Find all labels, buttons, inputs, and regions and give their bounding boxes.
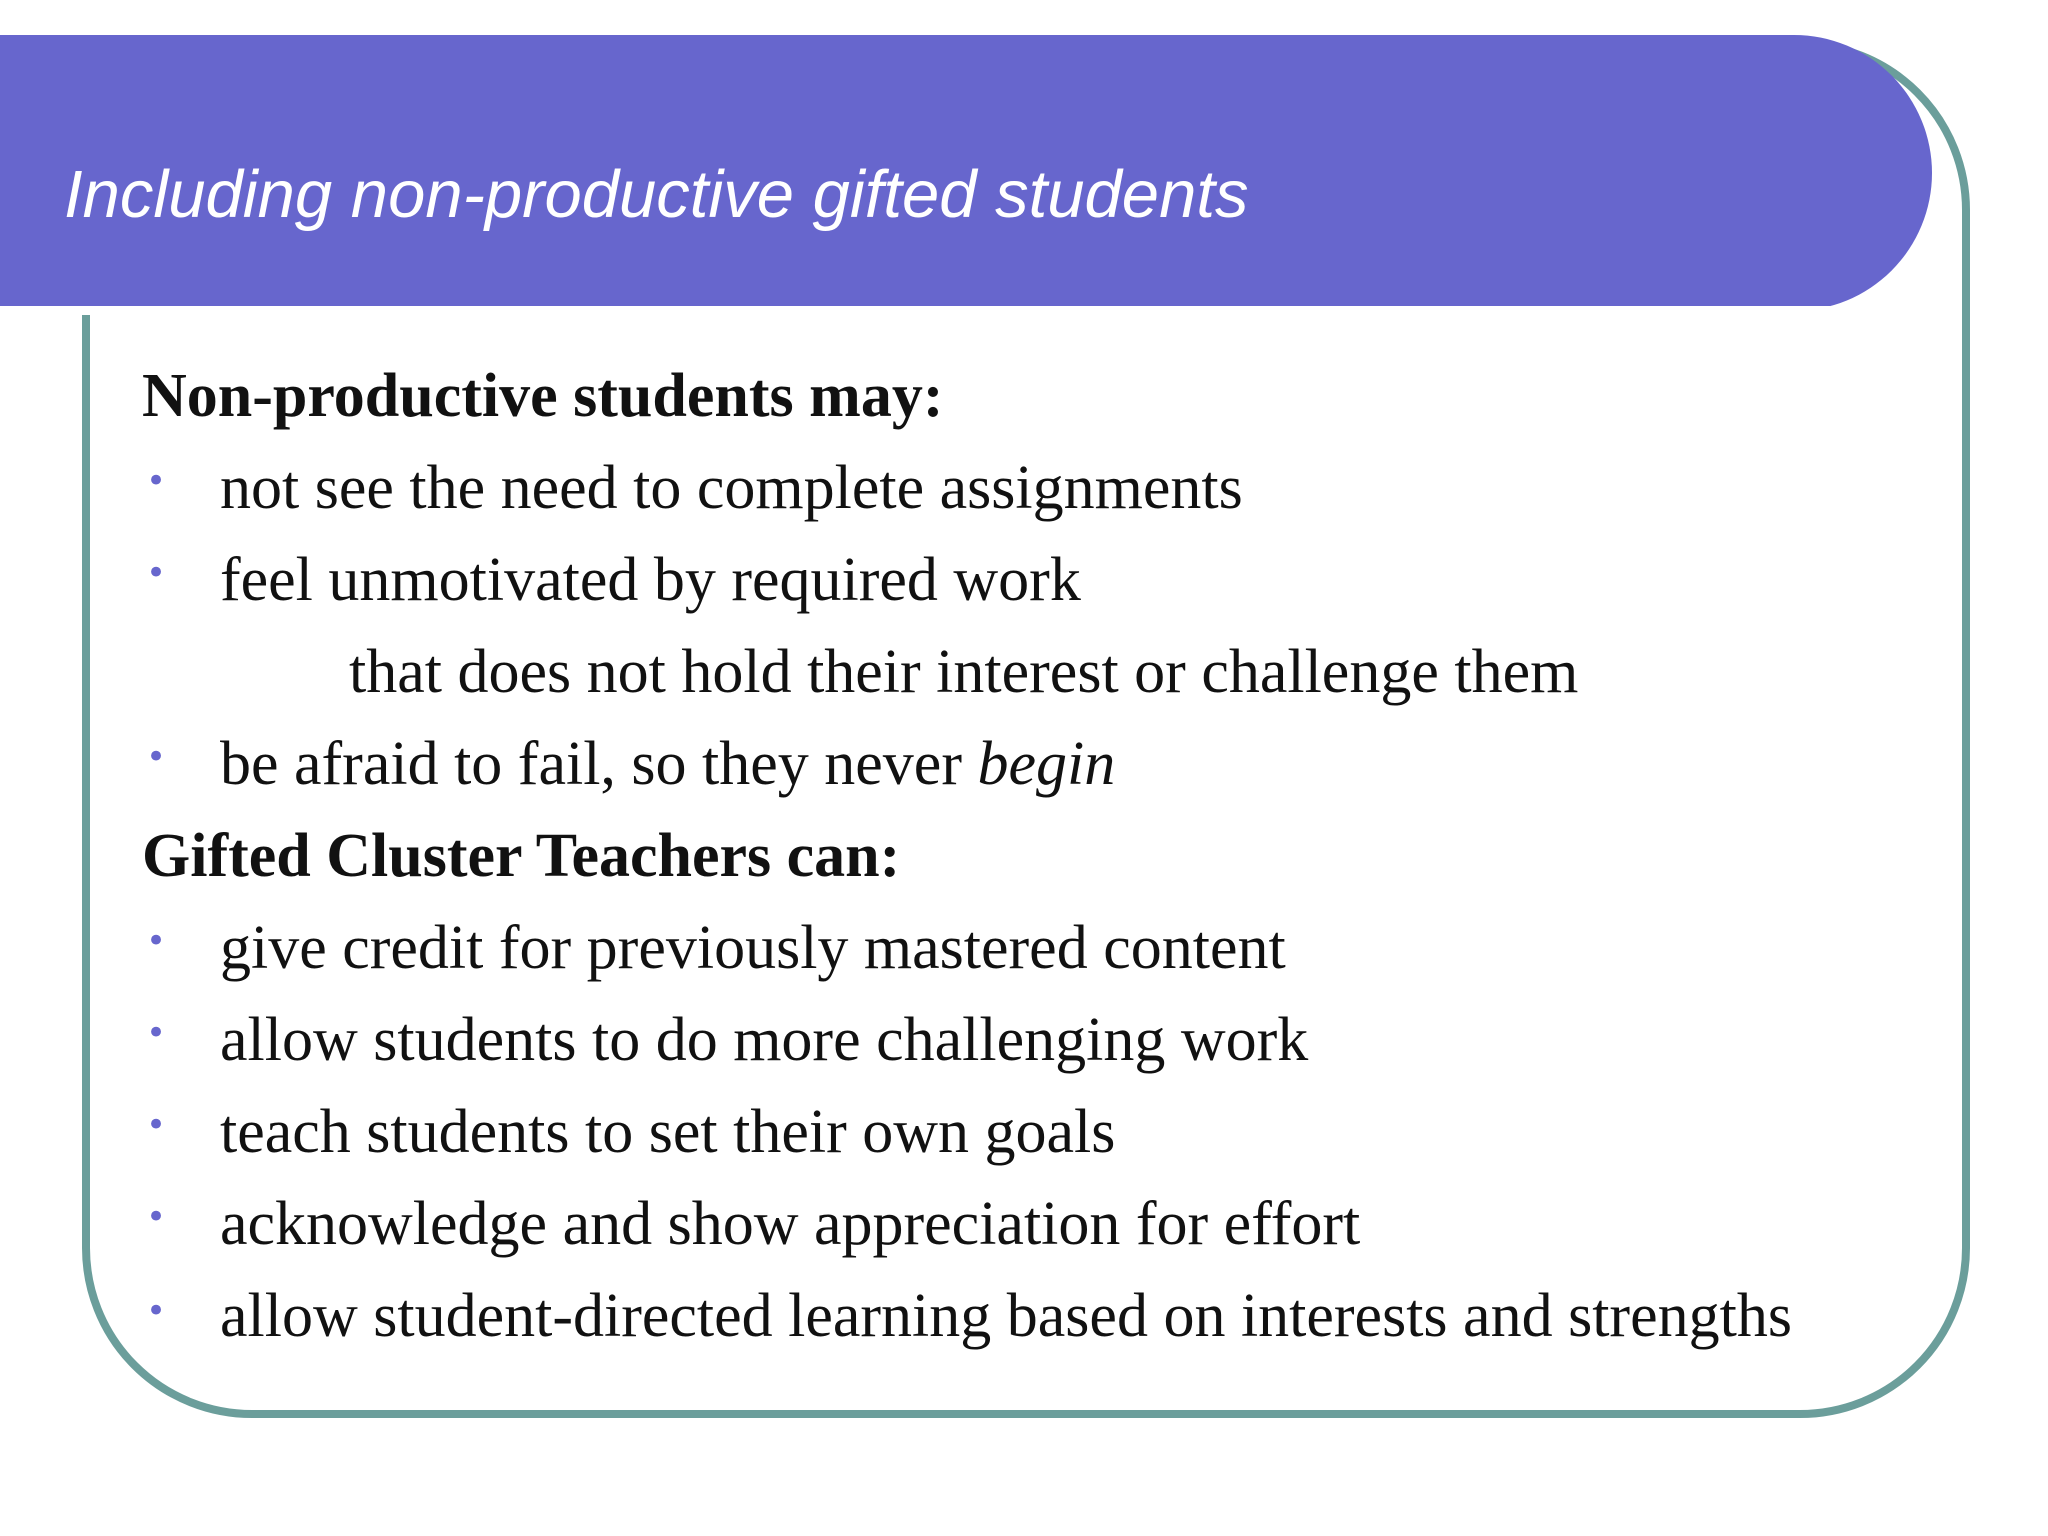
bullet-dot-icon: •: [146, 1105, 167, 1145]
list-item-text: feel unmotivated by required work: [220, 546, 1081, 614]
list-item-continuation: that does not hold their interest or challenge them: [349, 638, 1579, 706]
list-item-text: be afraid to fail, so they never: [220, 730, 978, 798]
slide-title: Including non-productive gifted students: [64, 157, 1249, 232]
list-item: [142, 1178, 1862, 1270]
list-item: [142, 1086, 1862, 1178]
bullet-dot-icon: •: [146, 1197, 167, 1237]
bullet-dot-icon: •: [146, 921, 167, 961]
list-item: [142, 902, 1862, 994]
list-item-text: not see the need to complete assignments: [220, 454, 1243, 522]
bullet-dot-icon: •: [146, 461, 167, 501]
list-item-text: allow students to do more challenging work: [220, 1006, 1309, 1074]
students-bullet-list: [142, 442, 1862, 626]
title-divider: [0, 306, 1830, 315]
list-item: [142, 442, 1862, 534]
list-item-text: give credit for previously mastered content: [220, 914, 1286, 982]
section-heading-teachers: Gifted Cluster Teachers can:: [142, 822, 901, 890]
bullet-dot-icon: •: [146, 553, 167, 593]
list-item: [142, 1270, 1862, 1362]
list-item: [142, 718, 1862, 810]
list-item: [142, 994, 1862, 1086]
slide-body: [142, 350, 1862, 1362]
students-bullet-list-cont: [142, 718, 1862, 810]
list-item-text: allow student-directed learning based on interests and strengths: [220, 1282, 1792, 1350]
section-heading-students: Non-productive students may:: [142, 362, 944, 430]
bullet-dot-icon: •: [146, 737, 167, 777]
bullet-dot-icon: •: [146, 1291, 167, 1331]
list-item-text: acknowledge and show appreciation for effort: [220, 1190, 1361, 1258]
teachers-bullet-list: [142, 902, 1862, 1362]
list-item-text: teach students to set their own goals: [220, 1098, 1116, 1166]
emphasized-word: begin: [977, 730, 1116, 798]
title-band: [0, 35, 1932, 311]
bullet-dot-icon: •: [146, 1013, 167, 1053]
list-item: [142, 534, 1862, 626]
